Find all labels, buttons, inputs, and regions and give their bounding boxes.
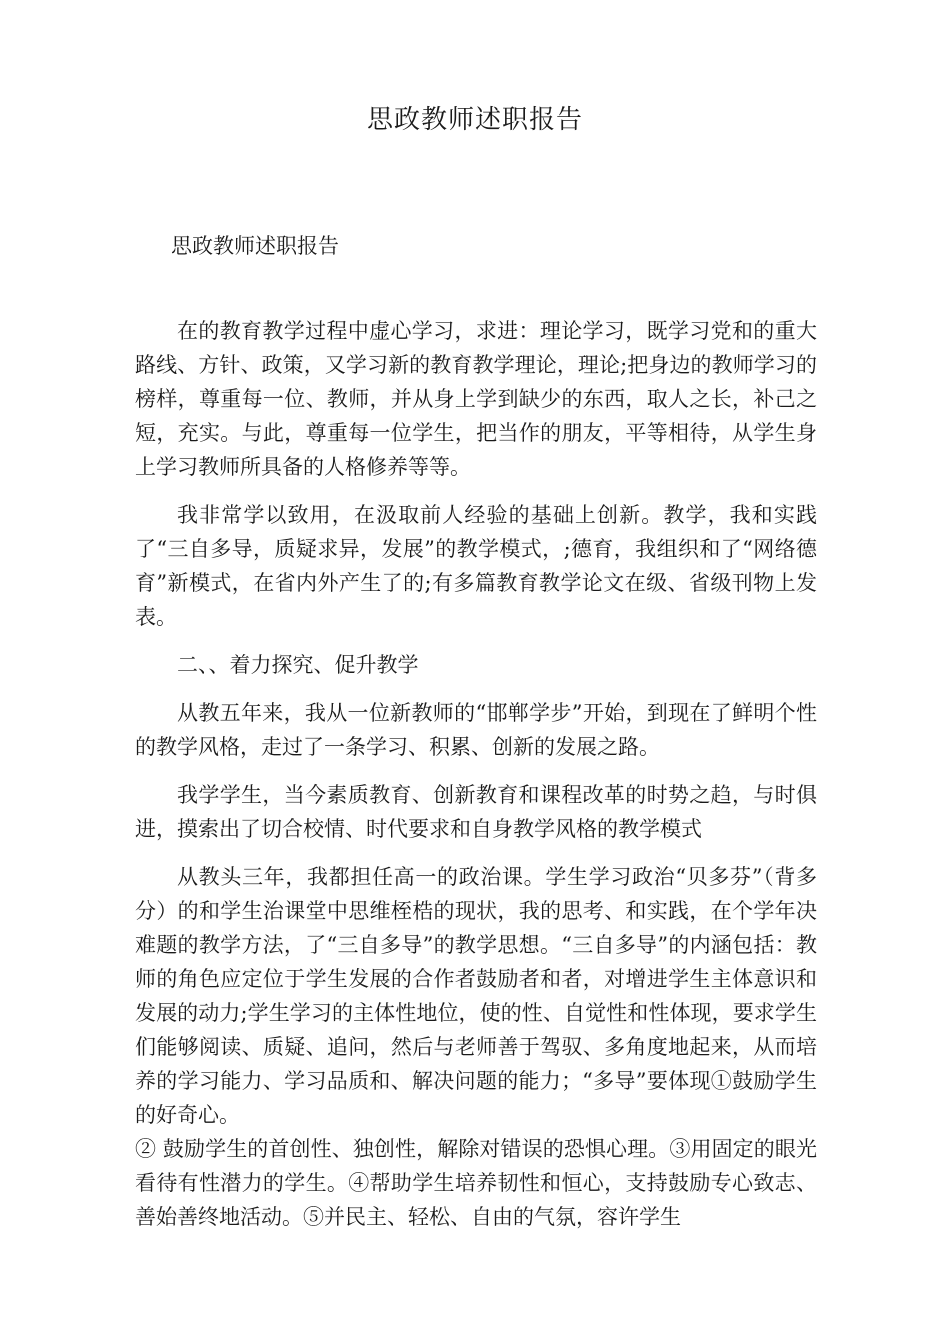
paragraph-five-years: 从教五年来，我从一位新教师的“邯郸学步”开始，到现在了鲜明个性的教学风格，走过了一条学习、积累、创新的发展之路。 [135, 701, 817, 759]
section-heading-teaching: 二、、着力探究、促升教学 [177, 653, 419, 677]
paragraph-three-self: 从教头三年，我都担任高一的政治课。学生学习政治“贝多芬”（背多分）的和学生治课堂中思维桎梏的现状，我的思考、和实践，在个学年决难题的教学方法，了“三自多导”的教学思想。“三自多导”的内涵包括：教师的角色应定位于学生发展的合作者鼓励者和者，对增进学生主体意识和发展的动力;学生学习的主体性地位，使的性、自觉性和性体现，要求学生们能够阅读、质疑、追问，然后与老师善于驾驭、多角度地起来，从而培养的学习能力、学习品质和、解决问题的能力；“多导”要体现①鼓励学生的好奇心。 [135, 865, 817, 1127]
document-title: 思政教师述职报告 [366, 105, 583, 135]
document-body [135, 314, 817, 1234]
paragraph-innovation: 我非常学以致用，在汲取前人经验的基础上创新。教学，我和实践了“三自多导，质疑求异，发展”的教学模式，;德育，我组织和了“网络德育”新模式，在省内外产生了的;有多篇教育教学论文在级、省级刊物上发表。 [135, 503, 817, 629]
document-subtitle: 思政教师述职报告 [171, 234, 339, 258]
paragraph-encouragement: ② 鼓励学生的首创性、独创性，解除对错误的恐惧心理。③用固定的眼光看待有性潜力的学生。④帮助学生培养韧性和恒心，支持鼓励专心致志、善始善终地活动。⑤并民主、轻松、自由的气氛，容许学生 [135, 1137, 817, 1229]
paragraph-teaching-model: 我学学生，当今素质教育、创新教育和课程改革的时势之趋，与时俱进，摸索出了切合校情、时代要求和自身教学风格的教学模式 [135, 783, 817, 841]
paragraph-learning: 在的教育教学过程中虚心学习，求进：理论学习，既学习党和的重大路线、方针、政策，又学习新的教育教学理论，理论;把身边的教师学习的榜样，尊重每一位、教师，并从身上学到缺少的东西，取人之长，补己之短，充实。与此，尊重每一位学生，把当作的朋友，平等相待，从学生身上学习教师所具备的人格修养等等。 [135, 319, 817, 479]
